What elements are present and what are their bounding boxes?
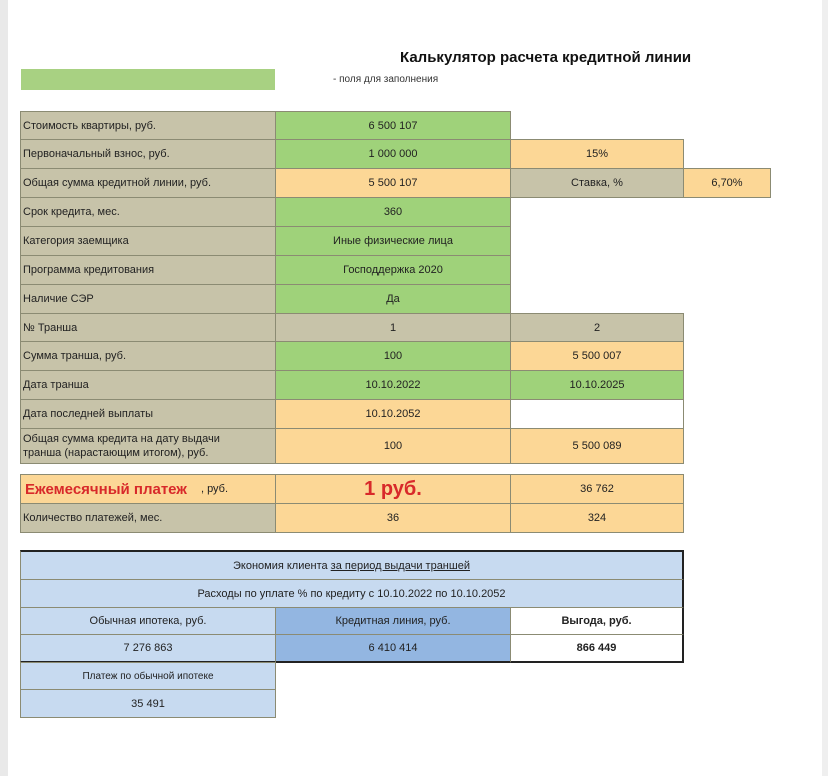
input-down-payment[interactable]: 1 000 000 [275,139,511,169]
savings-title-link: за период выдачи траншей [330,559,470,572]
label-last-payment-date: Дата последней выплаты [20,399,276,429]
monthly-payment-1 [275,474,511,504]
tranche-number-1: 1 [275,313,511,342]
label-tranche-sum: Сумма транша, руб. [20,341,276,371]
page-edge-right [822,0,828,776]
label-total-credit: Общая сумма кредитной линии, руб. [20,168,276,198]
rate-value: 6,70% [683,168,771,198]
savings-title [20,550,684,580]
legend-text: - поля для заполнения [333,74,439,85]
last-payment-date-2 [510,399,684,429]
label-down-payment: Первоначальный взнос, руб. [20,139,276,169]
label-payment-count: Количество платежей, мес. [20,503,276,533]
input-tranche-date-1[interactable]: 10.10.2022 [275,370,511,400]
total-credit-value: 5 500 107 [275,168,511,198]
label-cumulative-sum-line2: транша (нарастающим итогом), руб. [23,447,209,459]
monthly-payment-2: 36 762 [510,474,684,504]
page-title: Калькулятор расчета кредитной линии [400,49,692,66]
label-cumulative-sum-line1: Общая сумма кредита на дату выдачи [23,433,220,445]
monthly-payment-title: Ежемесячный платеж [25,480,187,498]
value-regular-mortgage: 7 276 863 [20,634,276,663]
header-credit-line: Кредитная линия, руб. [275,607,511,635]
tranche-sum-2: 5 500 007 [510,341,684,371]
input-borrower-category[interactable]: Иные физические лица [275,226,511,256]
label-cumulative-sum [20,428,276,464]
header-regular-mortgage: Обычная ипотека, руб. [20,607,276,635]
input-tranche-date-2[interactable]: 10.10.2025 [510,370,684,400]
value-credit-line: 6 410 414 [275,634,511,663]
label-ser: Наличие СЭР [20,284,276,314]
page-edge-left [0,0,8,776]
label-term: Срок кредита, мес. [20,197,276,227]
label-rate: Ставка, % [510,168,684,198]
last-payment-date-1: 10.10.2052 [275,399,511,429]
payment-count-1: 36 [275,503,511,533]
input-tranche-sum-1[interactable]: 100 [275,341,511,371]
input-term[interactable]: 360 [275,197,511,227]
monthly-payment-unit: , руб. [200,483,229,495]
monthly-payment-1-value: 1 руб. [364,477,422,500]
savings-expenses: Расходы по уплате % по кредиту с 10.10.2022 по 10.10.2052 [20,579,684,608]
value-regular-payment: 35 491 [20,689,276,718]
input-ser[interactable]: Да [275,284,511,314]
tranche-number-2: 2 [510,313,684,342]
cumulative-sum-1: 100 [275,428,511,464]
label-tranche-number: № Транша [20,313,276,342]
payment-count-2: 324 [510,503,684,533]
label-borrower-category: Категория заемщика [20,226,276,256]
label-regular-payment: Платеж по обычной ипотеке [20,662,276,690]
down-payment-percent: 15% [510,139,684,169]
label-program: Программа кредитования [20,255,276,285]
label-tranche-date: Дата транша [20,370,276,400]
legend-green-swatch [21,69,275,90]
label-apartment-cost: Стоимость квартиры, руб. [20,111,276,140]
cumulative-sum-2: 5 500 089 [510,428,684,464]
input-program[interactable]: Господдержка 2020 [275,255,511,285]
savings-title-text: Экономия клиента [233,559,331,572]
header-benefit: Выгода, руб. [510,607,684,635]
input-apartment-cost[interactable]: 6 500 107 [275,111,511,140]
label-monthly-payment [20,474,276,504]
value-benefit: 866 449 [510,634,684,663]
